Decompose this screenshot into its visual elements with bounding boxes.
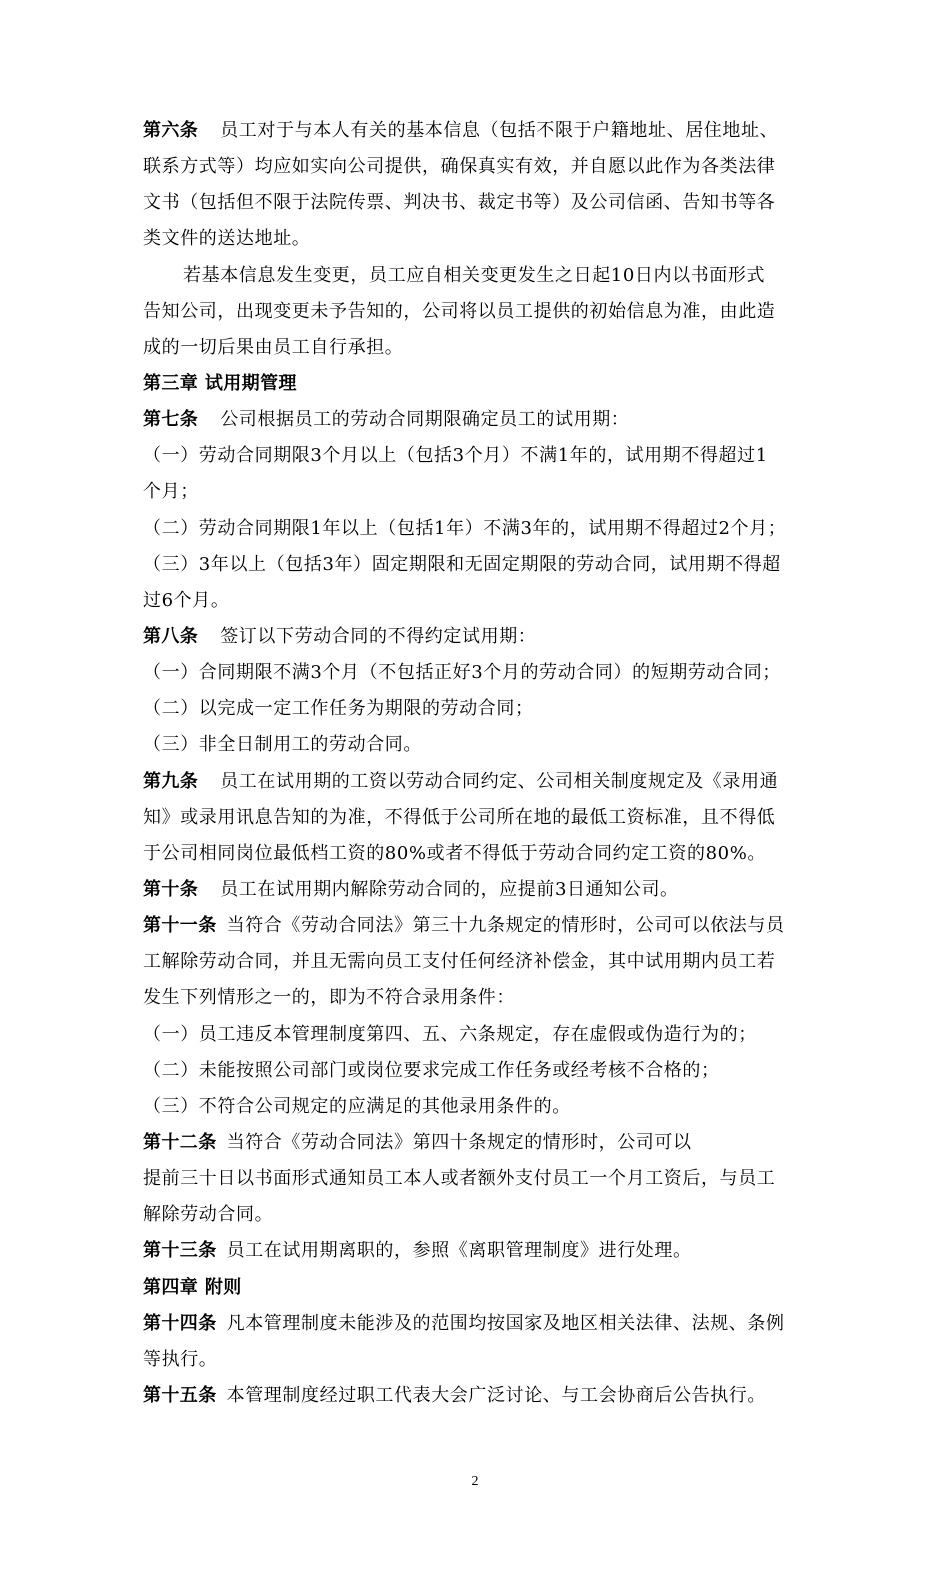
line-text: 员工在试用期离职的，参照《离职管理制度》进行处理。: [226, 1240, 692, 1262]
line-text: 文书（包括但不限于法院传票、判决书、裁定书等）及公司信函、告知书等各: [143, 192, 776, 214]
article-line: [143, 1378, 813, 1414]
text-line: [143, 691, 813, 727]
article-line: [143, 113, 813, 149]
line-text: 于公司相同岗位最低档工资的80%或者不得低于劳动合同约定工资的80%。: [143, 842, 767, 864]
article-label: 第十四条: [143, 1312, 217, 1334]
line-text: 成的一切后果由员工自行承担。: [143, 336, 404, 358]
text-line: [143, 655, 813, 691]
text-line: [143, 221, 813, 257]
line-text: 知》或录用讯息告知的为准，不得低于公司所在地的最低工资标准，且不得低: [143, 806, 776, 828]
text-line: [143, 547, 813, 583]
line-text: 类文件的送达地址。: [143, 228, 311, 250]
line-text: （三）3年以上（包括3年）固定期限和无固定期限的劳动合同，试用期不得超: [143, 553, 781, 575]
chapter-heading: [143, 366, 813, 402]
line-text: 凡本管理制度未能涉及的范围均按国家及地区相关法律、法规、条例: [226, 1312, 785, 1334]
line-text: 联系方式等）均应如实向公司提供，确保真实有效，并自愿以此作为各类法律: [143, 156, 776, 178]
line-text: （二）未能按照公司部门或岗位要求完成工作任务或经考核不合格的；: [143, 1059, 720, 1081]
text-line: [143, 1342, 813, 1378]
article-label: 第八条: [143, 625, 199, 647]
chapter-heading-text: 第四章 附则: [143, 1276, 242, 1298]
line-text: 当符合《劳动合同法》第三十九条规定的情形时，公司可以依法与员: [226, 915, 785, 937]
article-line: [143, 1125, 813, 1161]
line-text: （一）员工违反本管理制度第四、五、六条规定，存在虚假或伪造行为的；: [143, 1023, 757, 1045]
text-line: [143, 185, 813, 221]
line-text: 工解除劳动合同，并且无需向员工支付任何经济补偿金，其中试用期内员工若: [143, 951, 776, 973]
text-line: [143, 980, 813, 1016]
text-line: [143, 438, 813, 474]
line-text: （一）劳动合同期限3个月以上（包括3个月）不满1年的，试用期不得超过1: [143, 445, 768, 467]
article-line: [143, 764, 813, 800]
text-line: [143, 258, 813, 294]
article-line: [143, 908, 813, 944]
line-text: 员工在试用期内解除劳动合同的，应提前3日通知公司。: [220, 878, 679, 900]
line-text: 当符合《劳动合同法》第四十条规定的情形时，公司可以: [226, 1131, 692, 1153]
article-label: 第九条: [143, 770, 199, 792]
document-body: [143, 113, 813, 1414]
line-text: 本管理制度经过职工代表大会广泛讨论、与工会协商后公告执行。: [226, 1384, 767, 1406]
line-text: 若基本信息发生变更，员工应自相关变更发生之日起10日内以书面形式: [183, 264, 766, 286]
line-text: 公司根据员工的劳动合同期限确定员工的试用期：: [220, 409, 630, 431]
text-line: [143, 330, 813, 366]
article-line: [143, 402, 813, 438]
line-text: 过6个月。: [143, 589, 230, 611]
text-line: [143, 1017, 813, 1053]
line-text: （一）合同期限不满3个月（不包括正好3个月的劳动合同）的短期劳动合同；: [143, 662, 781, 684]
chapter-heading: [143, 1270, 813, 1306]
text-line: [143, 149, 813, 185]
line-text: 签订以下劳动合同的不得约定试用期：: [220, 625, 537, 647]
line-text: 提前三十日以书面形式通知员工本人或者额外支付员工一个月工资后，与员工: [143, 1168, 776, 1190]
text-line: [143, 1161, 813, 1197]
text-line: [143, 1053, 813, 1089]
text-line: [143, 944, 813, 980]
article-label: 第十一条: [143, 915, 217, 937]
line-text: 告知公司，出现变更未予告知的，公司将以员工提供的初始信息为准，由此造: [143, 300, 776, 322]
article-label: 第七条: [143, 409, 199, 431]
article-label: 第十五条: [143, 1384, 217, 1406]
article-line: [143, 1233, 813, 1269]
article-line: [143, 619, 813, 655]
page-number: 2: [471, 1474, 479, 1489]
text-line: [143, 727, 813, 763]
text-line: [143, 474, 813, 510]
article-label: 第六条: [143, 120, 199, 141]
text-line: [143, 1197, 813, 1233]
article-label: 第十条: [143, 878, 199, 900]
text-line: [143, 583, 813, 619]
text-line: [143, 294, 813, 330]
line-text: （二）以完成一定工作任务为期限的劳动合同；: [143, 698, 534, 720]
line-text: 员工在试用期的工资以劳动合同约定、公司相关制度规定及《录用通: [220, 770, 779, 792]
text-line: [143, 800, 813, 836]
article-line: [143, 872, 813, 908]
chapter-heading-text: 第三章 试用期管理: [143, 372, 297, 394]
line-text: （三）不符合公司规定的应满足的其他录用条件的。: [143, 1095, 571, 1117]
line-text: 解除劳动合同。: [143, 1204, 274, 1226]
line-text: 员工对于与本人有关的基本信息（包括不限于户籍地址、居住地址、: [220, 120, 779, 141]
line-text: 等执行。: [143, 1348, 218, 1370]
line-text: 个月；: [143, 481, 199, 503]
line-text: 发生下列情形之一的，即为不符合录用条件：: [143, 987, 515, 1009]
article-label: 第十三条: [143, 1240, 217, 1262]
text-line: [143, 836, 813, 872]
text-line: [143, 511, 813, 547]
line-text: （二）劳动合同期限1年以上（包括1年）不满3年的，试用期不得超过2个月；: [143, 517, 787, 539]
article-label: 第十二条: [143, 1131, 217, 1153]
line-text: （三）非全日制用工的劳动合同。: [143, 734, 422, 756]
text-line: [143, 1089, 813, 1125]
article-line: [143, 1306, 813, 1342]
